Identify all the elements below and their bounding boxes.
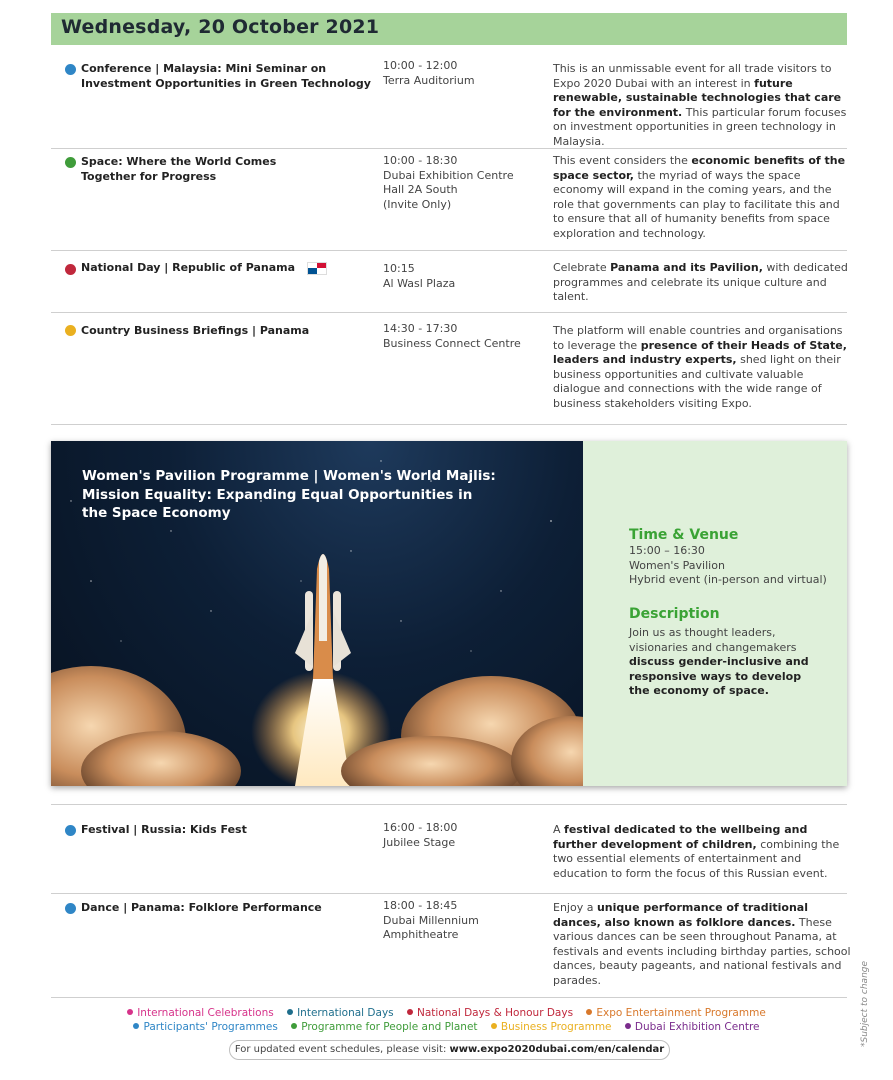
- category-dot: [65, 157, 76, 168]
- event-title: Dance | Panama: Folklore Performance: [81, 901, 322, 914]
- calendar-footer: For updated event schedules, please visit: www.expo2020dubai.com/en/calendar: [229, 1040, 670, 1060]
- event-title: Festival | Russia: Kids Fest: [81, 823, 247, 836]
- legend-row-1: [0, 1007, 893, 1019]
- event-row: [51, 894, 851, 998]
- category-dot: [65, 264, 76, 275]
- panama-flag-icon: [307, 262, 327, 275]
- event-time: 10:00 - 12:00: [383, 59, 458, 72]
- category-dot: [65, 64, 76, 75]
- legend-item: Expo Entertainment Programme: [586, 1007, 765, 1019]
- event-title: Conference | Malaysia: Mini Seminar on Investment Opportunities in Green Technology: [81, 62, 371, 90]
- event-venue: Dubai Millennium: [383, 913, 479, 927]
- event-venue: Al Wasl Plaza: [383, 276, 456, 290]
- time-venue-heading: Time & Venue: [629, 527, 739, 543]
- feature-venue: Women's Pavilion: [629, 558, 725, 572]
- event-description: This is an unmissable event for all trade visitors to Expo 2020 Dubai with an interest in future renewable, sustainable technologies that care for the environment. This particular forum focuses on investment opportunities in green technology in Malaysia.: [553, 62, 847, 148]
- event-title: Space: Where the World Comes Together for Progress: [81, 155, 277, 183]
- event-row: [51, 313, 847, 425]
- category-dot: [65, 825, 76, 836]
- feature-mode: Hybrid event (in-person and virtual): [629, 573, 827, 586]
- event-time: 18:00 - 18:45: [383, 899, 458, 912]
- legend-bullet-icon: [291, 1023, 297, 1029]
- feature-time: 15:00 – 16:30: [629, 544, 705, 557]
- event-description: This event considers the economic benefits of the space sector, the myriad of ways the space economy will expand in the coming years, and the role that governments can play to facilitate this and to ensure that all of humanity benefits from space exploration and technology.: [553, 154, 846, 240]
- legend-bullet-icon: [625, 1023, 631, 1029]
- legend-bullet-icon: [491, 1023, 497, 1029]
- legend-item: Business Programme: [491, 1021, 612, 1033]
- event-row: [51, 251, 847, 313]
- event-venue: Jubilee Stage: [383, 835, 456, 849]
- event-time: 10:15: [383, 262, 415, 275]
- event-venue-hall: Hall 2A South: [383, 183, 458, 196]
- feature-info-panel: [583, 441, 847, 786]
- rocket-launch-image: [51, 441, 583, 786]
- calendar-link[interactable]: www.expo2020dubai.com/en/calendar: [449, 1044, 665, 1055]
- legend-item: National Days & Honour Days: [407, 1007, 573, 1019]
- legend-item: Dubai Exhibition Centre: [625, 1021, 760, 1033]
- subject-to-change-note: *Subject to change: [860, 960, 870, 1047]
- event-venue: Dubai Exhibition Centre: [383, 168, 514, 182]
- event-time: 14:30 - 17:30: [383, 322, 458, 335]
- feature-event-card: [51, 441, 847, 786]
- event-venue-note: (Invite Only): [383, 197, 452, 211]
- legend-bullet-icon: [287, 1009, 293, 1015]
- page-title: Wednesday, 20 October 2021: [61, 16, 380, 38]
- legend-bullet-icon: [133, 1023, 139, 1029]
- event-description: The platform will enable countries and organisations to leverage the presence of their Heads of State, leaders and industry experts, shed light on their business opportunities and cultivate valuable dialogue and connections with the wide range of business stakeholders visiting Expo.: [553, 324, 847, 410]
- feature-title: Women's Pavilion Programme | Women's World Majlis: Mission Equality: Expanding Equal Opportunities in the Space Economy: [82, 468, 496, 521]
- event-description: A festival dedicated to the wellbeing and further development of children, combining the two essential elements of entertainment and education to form the focus of this Russian event.: [553, 823, 840, 880]
- event-row: [51, 57, 847, 149]
- event-time: 10:00 - 18:30: [383, 154, 458, 167]
- event-time: 16:00 - 18:00: [383, 821, 458, 834]
- legend-row-2: [0, 1021, 893, 1033]
- category-dot: [65, 903, 76, 914]
- event-venue-line2: Amphitheatre: [383, 928, 459, 941]
- event-title: Country Business Briefings | Panama: [81, 324, 310, 337]
- event-venue: Business Connect Centre: [383, 336, 521, 350]
- description-heading: Description: [629, 606, 720, 622]
- event-venue: Terra Auditorium: [383, 73, 475, 87]
- legend-item: International Celebrations: [127, 1007, 274, 1019]
- date-header: [51, 13, 847, 45]
- legend-item: Programme for People and Planet: [291, 1021, 477, 1033]
- legend-bullet-icon: [586, 1009, 592, 1015]
- legend-item: Participants' Programmes: [133, 1021, 277, 1033]
- feature-description: Join us as thought leaders, visionaries and changemakers discuss gender-inclusive and responsive ways to develop the economy of space.: [629, 626, 809, 697]
- event-title: National Day | Republic of Panama: [81, 261, 381, 276]
- event-description: Enjoy a unique performance of traditional dances, also known as folklore dances. These various dances can be seen throughout Panama, at festivals and events including birthday parties, school dances, beauty pageants, and national festivals and parades.: [553, 901, 851, 987]
- legend-bullet-icon: [127, 1009, 133, 1015]
- event-description: Celebrate Panama and its Pavilion, with dedicated programmes and celebrate its unique culture and talent.: [553, 261, 848, 303]
- legend-item: International Days: [287, 1007, 394, 1019]
- event-row: [51, 804, 847, 894]
- legend-bullet-icon: [407, 1009, 413, 1015]
- event-row: [51, 149, 847, 251]
- category-dot: [65, 325, 76, 336]
